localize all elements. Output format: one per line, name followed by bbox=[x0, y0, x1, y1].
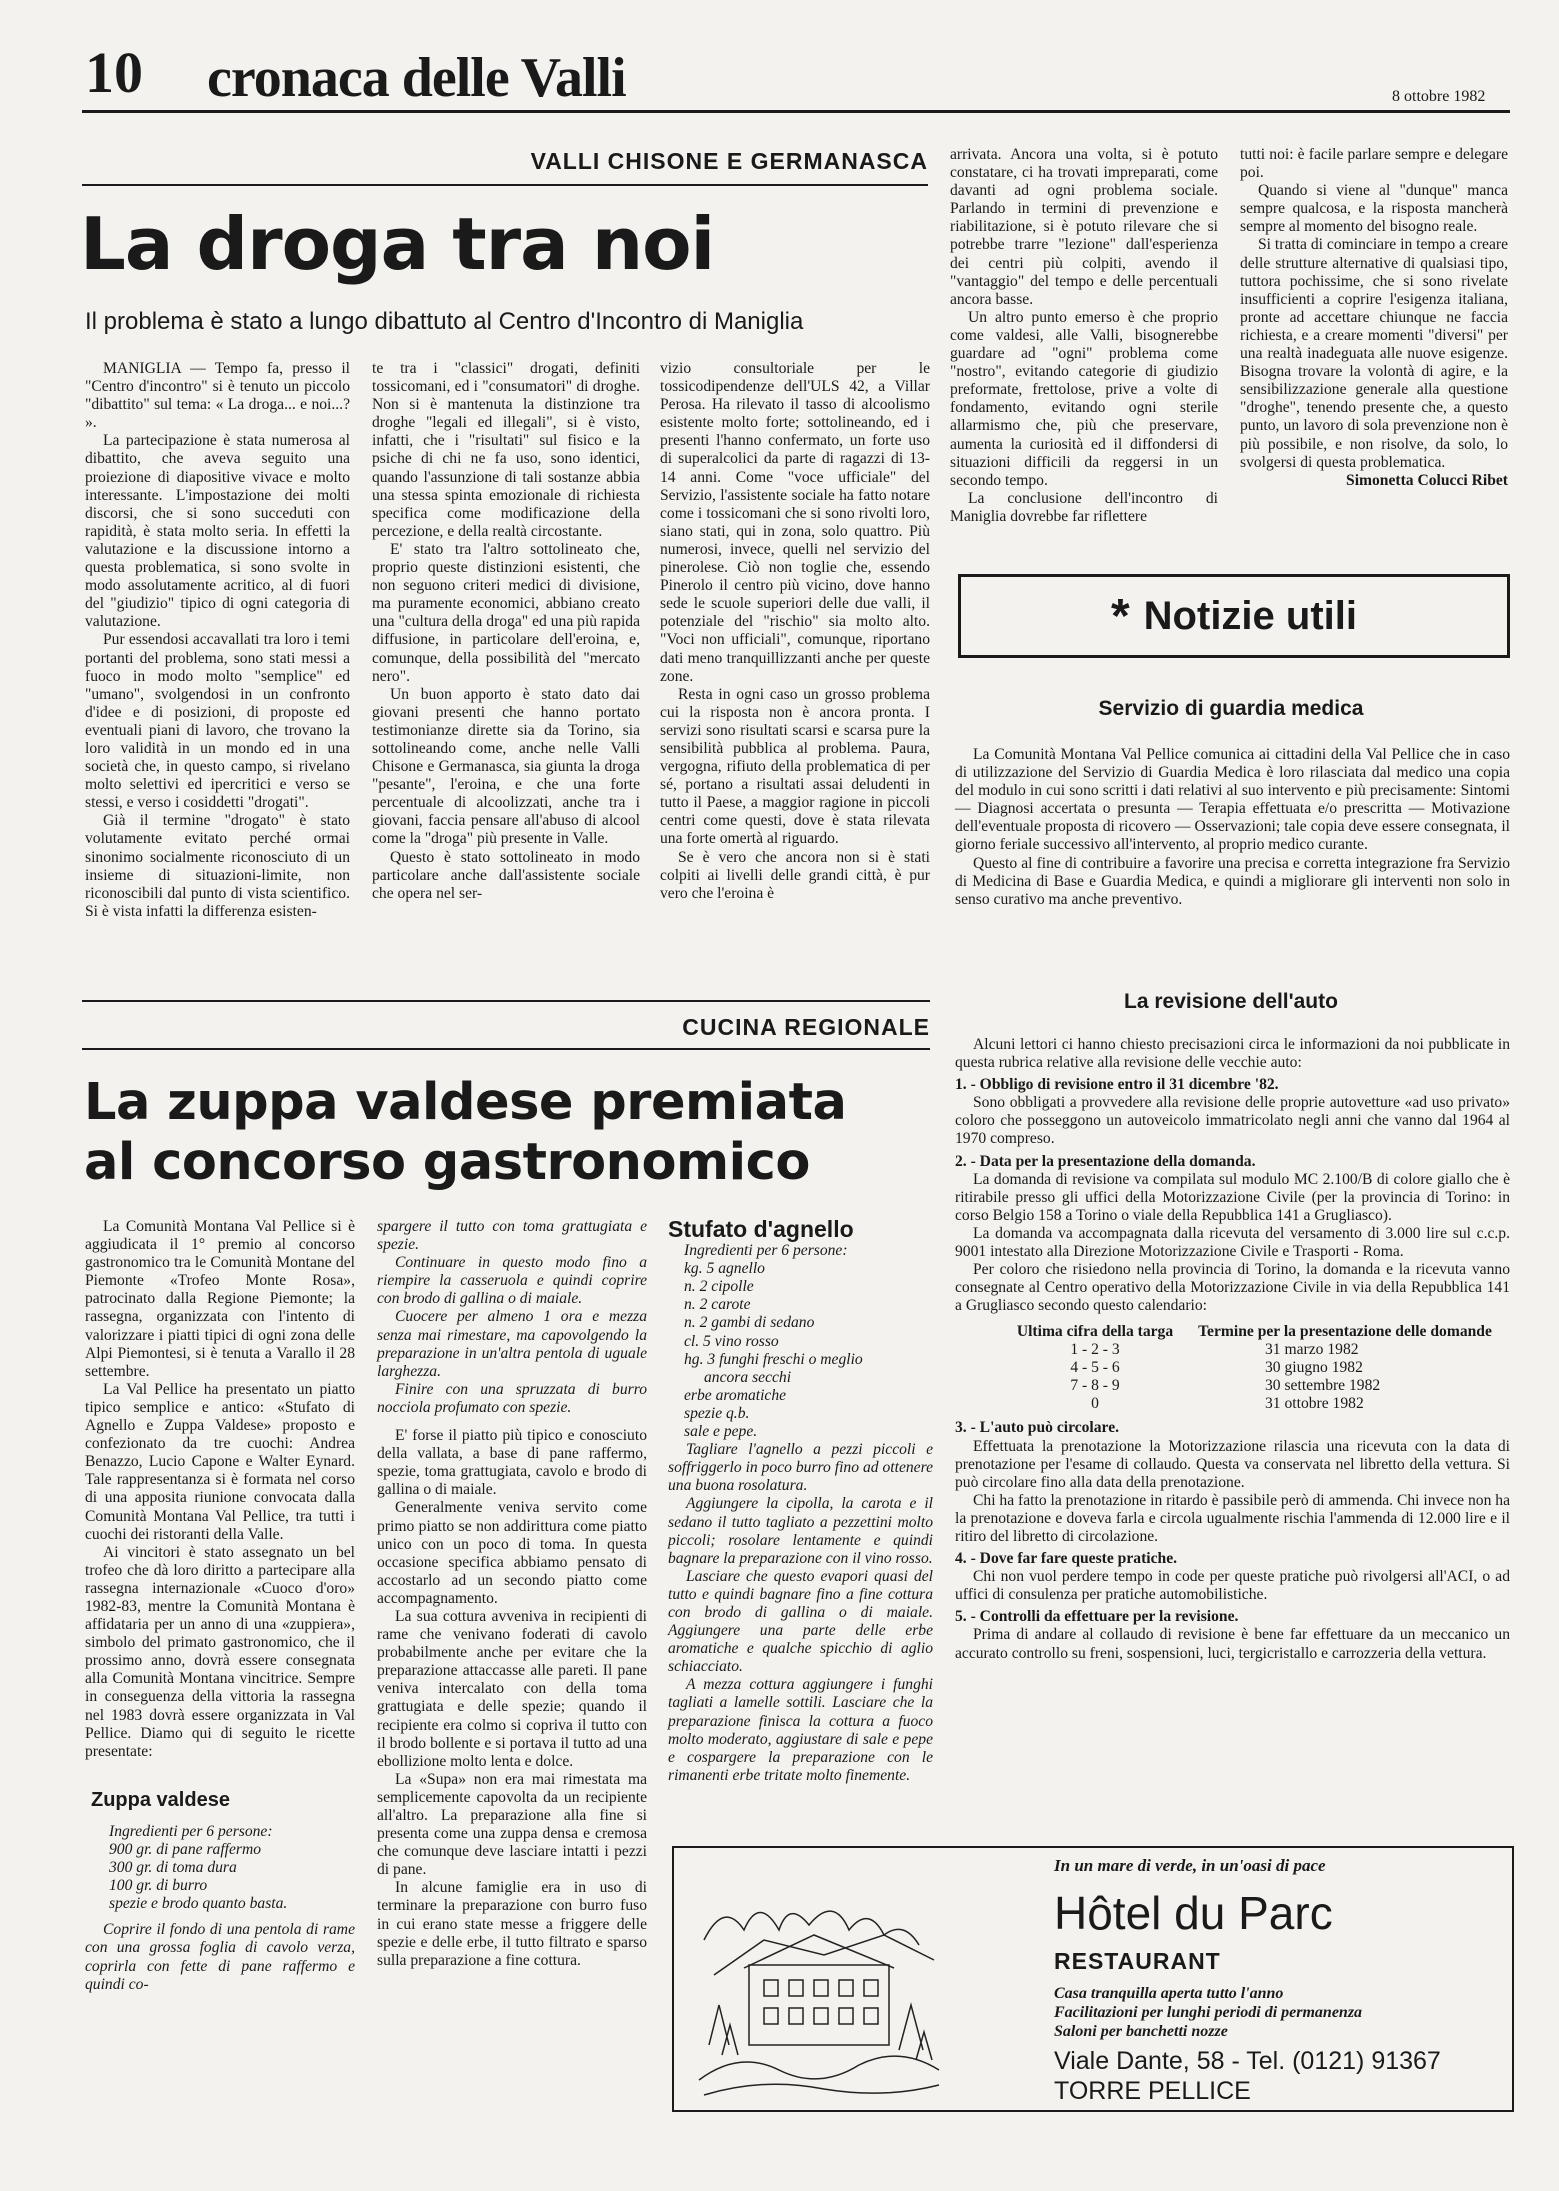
table-cell: 1 - 2 - 3 bbox=[1070, 1341, 1120, 1359]
article-column-2 bbox=[372, 360, 640, 903]
article-column-1 bbox=[85, 360, 350, 921]
paragraph: Prima di andare al collaudo di revisione è bene far effettuare da un meccanico un accurato controllo su freni, sospensioni, luci, tergicristallo e carrozzeria della vettura. bbox=[955, 1626, 1510, 1662]
paragraph: Un altro punto emerso è che proprio come valdesi, alle Valli, bisognerebbe guardare ad "ogni" problema come "nostro", evitando categorie di giudizio preformate, frettolose, prive a volte di fondamento, evitando ogni sterile allarmismo che, più che preservare, aumenta la curiosità ed il diffondersi di situazioni difficili da reggersi in un secondo tempo. bbox=[950, 308, 1218, 489]
article-kicker: VALLI CHISONE E GERMANASCA bbox=[530, 148, 928, 174]
hotel-features bbox=[1054, 1984, 1494, 2041]
paragraph: La domanda di revisione va compilata sul modulo MC 2.100/B di colore giallo che è ritirabile presso gli uffici della Motorizzazione Civile (per la provincia di Torino: in corso Belgio 158 a Torino o viale della Repubblica 141 a Grugliasco). bbox=[955, 1170, 1510, 1224]
paragraph: Quando si viene al "dunque" manca sempre qualcosa, e la risposta mancherà sempre al momento del bisogno reale. bbox=[1240, 182, 1508, 236]
paragraph: Finire con una spruzzata di burro nocciola profumato con spezie. bbox=[377, 1380, 647, 1416]
table-cell: 4 - 5 - 6 bbox=[1070, 1359, 1120, 1377]
paragraph: Chi non vuol perdere tempo in code per queste pratiche può rivolgersi all'ACI, o ad uffici di consulenza per pratiche automobilistiche. bbox=[955, 1568, 1510, 1604]
paragraph: Resta in ogni caso un grosso problema cui la risposta non è ancora pronta. I servizi sono risultati scarsi e scarsa pure la sensibilità pubblica al problema. Paura, vergogna, rifiuto della problematica di per sé, portano a risultati assai deludenti in tutto il Paese, a maggior ragione in piccoli centri come questi, dove è stata rilevata una forte omertà al riguardo. bbox=[660, 685, 930, 848]
table-header: Ultima cifra della targa bbox=[1016, 1323, 1174, 1341]
article-subhead: Il problema è stato a lungo dibattuto al Centro d'Incontro di Maniglia bbox=[85, 308, 804, 335]
address-line: Viale Dante, 58 - Tel. (0121) 91367 bbox=[1054, 2047, 1441, 2075]
table-cell: 30 giugno 1982 bbox=[1265, 1359, 1363, 1377]
section-title: 4. - Dove far fare queste pratiche. bbox=[955, 1550, 1178, 1568]
ingredient: 100 gr. di burro bbox=[109, 1877, 208, 1895]
paragraph: MANIGLIA — Tempo fa, presso il "Centro d'incontro" si è tenuto un piccolo "dibattito" sul tema: « La droga... e noi...? ». bbox=[85, 360, 350, 432]
headline-line: La zuppa valdese premiata bbox=[84, 1073, 847, 1132]
paragraph: La partecipazione è stata numerosa al dibattito, che aveva seguito una proiezione di diapositive vivace e molto interessante. L'impostazione dei molti discorsi, che si sono succeduti con rapidità, è stata molto seria. In effetti la valutazione e la discussione intorno a questa problematica, si sono svolte in modo assolutamente acritico, al di fuori del "giudizio" tipico di ogni categoria di valutazione. bbox=[85, 432, 350, 631]
paragraph: La Comunità Montana Val Pellice comunica ai cittadini della Val Pellice che in caso di utilizzazione del Servizio di Guardia Medica è loro rilasciata dal medico una copia del modulo in cui sono scritti i dati relativi al suo intervento e più precisamente: Sintomi — Diagnosi accertata o presunta — Terapia effettuata e/o prescritta — Motivazione dell'eventuale proposta di ricovero — Osservazioni; tale copia deve essere consegnata, il giorno feriale successivo all'intervento, al proprio medico curante. bbox=[955, 746, 1510, 854]
paragraph: La sua cottura avveniva in recipienti di rame che venivano foderati di cavolo probabilmente anche per evitare che la preparazione attaccasse alle pareti. Il pane veniva intercalato con della toma grattugiata e delle spezie; quando il recipiente era colmo si copriva il tutto con il brodo bollente e si portava il tutto ad una ebollizione molto lenta e dolce. bbox=[377, 1607, 647, 1770]
article-headline bbox=[84, 1073, 846, 1193]
paragraph: E' stato tra l'altro sottolineato che, proprio queste distinzioni esistenti, che non seguono criteri medici di divisione, ma puramente economici, abbiano creato una "cultura della droga" ed una più rapida diffusione, in particolare dell'eroina, e, comunque, della possibilità del "mercato nero". bbox=[372, 540, 640, 685]
paragraph: Effettuata la prenotazione la Motorizzazione rilascia una ricevuta con la data di prenotazione per l'esame di collaudo. Questa va conservata nel libretto della vettura. Si può circolare fino alla data della prenotazione. bbox=[955, 1437, 1510, 1491]
paragraph: Tagliare l'agnello a pezzi piccoli e soffriggerlo in poco burro fino ad ottenere una buona rosolatura. bbox=[668, 1441, 933, 1495]
paragraph: spargere il tutto con toma grattugiata e spezie. bbox=[377, 1218, 647, 1254]
paragraph: In alcune famiglie era in uso di terminare la preparazione con burro fuso in cui erano state messe a friggere delle spezie e delle erbe, il tutto filtrato e sparso sulla preparazione a fine cottura. bbox=[377, 1879, 647, 1969]
ingredient: spezie q.b. bbox=[684, 1404, 750, 1422]
ingredient: spezie e brodo quanto basta. bbox=[109, 1895, 288, 1913]
hotel-name: Hôtel du Parc bbox=[1054, 1887, 1333, 1939]
guardia-medica-title: Servizio di guardia medica bbox=[1098, 697, 1364, 720]
paragraph: La Comunità Montana Val Pellice si è aggiudicata il 1° premio al concorso gastronomico tra le Comunità Montane del Piemonte «Trofeo Monte Rosa», patrocinato dalla Regione Piemonte; la rassegna, organizzata con l'intento di valorizzare i piatti tipici di ogni zona delle Alpi Piemontesi, si è tenuta a Varallo il 28 settembre. bbox=[85, 1218, 355, 1380]
feature-line: Saloni per banchetti nozze bbox=[1054, 2023, 1228, 2040]
article-column-5 bbox=[1240, 146, 1508, 490]
ingredient: Ingredienti per 6 persone: bbox=[684, 1242, 848, 1260]
table-cell: 0 bbox=[1091, 1395, 1099, 1413]
section-title: 3. - L'auto può circolare. bbox=[955, 1419, 1120, 1437]
table-header: Termine per la presentazione delle domande bbox=[1198, 1323, 1492, 1341]
paragraph: La «Supa» non era mai rimestata ma semplicemente capovolta da un recipiente all'altro. La preparazione alla fine si presenta come una zuppa densa e cremosa che comunque deve lasciare intatti i pezzi di pane. bbox=[377, 1770, 647, 1879]
paragraph: arrivata. Ancora una volta, si è potuto constatare, ci ha trovati impreparati, come davanti ad ogni problema sociale. Parlando in termini di prevenzione e riabilitazione, si è potuto rilevare che si potrebbe trarre "lezione" dall'esperienza dei centri più colpiti, avendo il "vantaggio" del tempo e delle percentuali ancora basse. bbox=[950, 146, 1218, 308]
town-line: TORRE PELLICE bbox=[1054, 2077, 1251, 2105]
guardia-medica-text bbox=[955, 746, 1510, 909]
paragraph: Già il termine "drogato" è stato volutamente evitato perché ormai sinonimo socialmente riconosciuto di un insieme di situazioni-limite, non riconoscibili dal punto di vista scientifico. Si è vista infatti la differenza esisten- bbox=[85, 812, 350, 920]
paragraph: Un buon apporto è stato dato dai giovani presenti che hanno portato testimonianze dirette sia da Torino, sia sottolineando come, anche nelle Valli Chisone e Germanasca, sia giunta la droga "pesante", l'eroina, e che una forte percentuale di alcoolizzati, anche tra i giovani, faccia pensare all'abuso di alcool come la "droga" più presente in Valle. bbox=[372, 685, 640, 848]
paragraph: tutti noi: è facile parlare sempre e delegare poi. bbox=[1240, 146, 1508, 182]
paragraph: La conclusione dell'incontro di Maniglia dovrebbe far riflettere bbox=[950, 489, 1218, 525]
ingredient: n. 2 gambi di sedano bbox=[684, 1314, 815, 1332]
article-column-4 bbox=[950, 146, 1218, 526]
paragraph: Questo al fine di contribuire a favorire una precisa e corretta integrazione fra Servizio di Medicina di Base e Guardia Medica, e quindi a migliorare gli interventi non solo in senso curativo ma anche preventivo. bbox=[955, 854, 1510, 908]
paragraph: Sono obbligati a provvedere alla revisione delle proprie autovetture «ad uso privato» coloro che posseggono un autoveicolo immatricolato negli anni che vanno dal 1964 al 1970 compreso. bbox=[955, 1094, 1510, 1148]
asterisk-icon: * bbox=[1110, 589, 1130, 643]
paragraph: vizio consultoriale per le tossicodipendenze dell'ULS 42, a Villar Perosa. Ha rilevato il tasso di alcoolismo esistente molto forte; sottolineando, ed i presenti l'hanno confermato, un forte uso di superalcolici da parte di ragazzi di 13-14 anni. Come "voce ufficiale" del Servizio, l'assistente sociale ha fatto notare come i tossicomani che si sono rivolti loro, siano stati, qui in zona, solo quattro. Più numerosi, invece, quelli nel servizio del pinerolese. Ciò non toglie che, essendo Pinerolo il centro più vicino, dove hanno sede le scuole superiori delle due valli, il potenziale del "rischio" sia molto alto. "Voci non ufficiali", comunque, riportano dati meno tranquillizzanti anche per queste zone. bbox=[660, 360, 930, 685]
table-cell: 31 ottobre 1982 bbox=[1265, 1395, 1364, 1413]
paragraph: La domanda va accompagnata dalla ricevuta del versamento di 3.000 lire sul c.c.p. 9001 intestato alla Direzione Motorizzazione Civile e Trasporti - Roma. bbox=[955, 1224, 1510, 1261]
zuppa-title: Zuppa valdese bbox=[91, 1788, 230, 1811]
ingredient: n. 2 cipolle bbox=[684, 1278, 754, 1296]
recipe-column-2 bbox=[377, 1218, 647, 1970]
paragraph: Si tratta di cominciare in tempo a creare delle strutture alternative di qualsiasi tipo, tuttora pochissime, che si sono rivelate insufficienti a coprire l'esigenza italiana, pronte ad accettare chiunque ne faccia richiesta, e a creare momenti "diversi" per una realtà inadeguata alle nuove esigenze. Bisogna trovare la volontà di agire, e la sensibilizzazione generale alla questione "droghe", tenendo presente che, a questo punto, un lavoro di sola prevenzione non è più possibile, e non risolve, da solo, lo svolgersi di questa problematica. bbox=[1240, 236, 1508, 471]
ingredient: 300 gr. di toma dura bbox=[109, 1859, 237, 1877]
paragraph: Ai vincitori è stato assegnato un bel trofeo che dà loro diritto a partecipare alla rassegna internazionale «Cuoco d'oro» 1982-83, mentre la Comunità Montana è affidataria per un anno di una «zuppiera», simbolo del primato gastronomico, che il prossimo anno, dovrà essere consegnata alla Comunità Montana vincitrice. Sempre in conseguenza della vittoria la rassegna nel 1983 dovrà essere organizzata in Val Pellice. Diamo qui di seguito le ricette presentate: bbox=[85, 1543, 355, 1760]
ingredient: erbe aromatiche bbox=[684, 1386, 787, 1404]
headline-line: al concorso gastronomico bbox=[84, 1133, 810, 1193]
paragraph: La Val Pellice ha presentato un piatto tipico semplice e antico: «Stufato di Agnello e Zuppa Valdese» proposto e confezionato da tre cuochi: Andrea Benazzo, Lucio Capone e Walter Eynard. Tale rappresentanza si è formata nel corso di una apposita riunione convocata dalla Comunità Montana Val Pellice, tra tutti i cuochi dei ristoranti della Valle. bbox=[85, 1380, 355, 1543]
notizie-utili-box bbox=[958, 574, 1510, 658]
kicker-rule bbox=[82, 184, 928, 186]
paragraph: Questo è stato sottolineato in modo particolare anche dall'assistente sociale che opera nel ser- bbox=[372, 848, 640, 902]
article-headline: La droga tra noi bbox=[80, 202, 715, 286]
recipe-column-3 bbox=[668, 1216, 933, 1785]
paragraph: E' forse il piatto più tipico e conosciuto della vallata, a base di pane raffermo, spezie, toma grattugiata, cavolo e brodo di gallina o di maiale. bbox=[377, 1427, 647, 1499]
paragraph: Generalmente veniva servito come primo piatto se non addirittura come piatto unico con un poco di toma. In questa occasione specifica abbiamo pensato di accostarlo ad un secondo piatto come accompagnamento. bbox=[377, 1499, 647, 1607]
section-title: 1. - Obbligo di revisione entro il 31 dicembre '82. bbox=[955, 1076, 1279, 1094]
revisione-auto-title: La revisione dell'auto bbox=[1124, 990, 1338, 1013]
zuppa-ingredients bbox=[85, 1823, 355, 1913]
ingredient: n. 2 carote bbox=[684, 1296, 751, 1314]
paragraph: Se è vero che ancora non si è stati colpiti ai livelli delle grandi città, è pur vero che l'eroina è bbox=[660, 848, 930, 902]
masthead-title: cronaca delle Valli bbox=[207, 47, 626, 109]
table-cell: 31 marzo 1982 bbox=[1265, 1341, 1359, 1359]
paragraph: A mezza cottura aggiungere i funghi tagliati a lamelle sottili. Lasciare che la preparazione finisca la cottura a fuoco molto moderato, aggiustare di sale e pepe e cospargere la preparazione con le rimanenti erbe tritate molto finemente. bbox=[668, 1676, 933, 1784]
section-title: 2. - Data per la presentazione della domanda. bbox=[955, 1152, 1256, 1170]
paragraph: Alcuni lettori ci hanno chiesto precisazioni circa le informazioni da noi pubblicate in questa rubrica relative alla revisione delle vecchie auto: bbox=[955, 1036, 1510, 1072]
ingredient: cl. 5 vino rosso bbox=[684, 1332, 779, 1350]
section-rule bbox=[82, 1000, 930, 1002]
table-cell: 30 settembre 1982 bbox=[1265, 1377, 1381, 1395]
paragraph: Continuare in questo modo fino a riempire la casseruola e quindi coprire con brodo di gallina o di maiale. bbox=[377, 1254, 647, 1308]
masthead-rule bbox=[82, 110, 1510, 113]
ingredient: hg. 3 funghi freschi o meglio bbox=[684, 1350, 863, 1368]
ad-tagline: In un mare di verde, in un'oasi di pace bbox=[1054, 1856, 1326, 1875]
ingredient: 900 gr. di pane raffermo bbox=[109, 1841, 262, 1858]
feature-line: Casa tranquilla aperta tutto l'anno bbox=[1054, 1985, 1284, 2002]
notizie-utili-title: Notizie utili bbox=[1143, 593, 1357, 638]
feature-line: Facilitazioni per lunghi periodi di permanenza bbox=[1054, 2004, 1363, 2021]
paragraph: Lasciare che questo evapori quasi del tutto e quindi bagnare fino a fine cottura con brodo di gallina o di maiale. Aggiungere una parte delle erbe aromatiche e qualche spicchio di aglio schiacciato. bbox=[668, 1567, 933, 1676]
hotel-illustration bbox=[694, 1880, 944, 2098]
revisione-table bbox=[995, 1323, 1510, 1413]
table-cell: 7 - 8 - 9 bbox=[1070, 1377, 1120, 1395]
ingredient: sale e pepe. bbox=[684, 1423, 758, 1441]
ingredient: Ingredienti per 6 persone: bbox=[109, 1822, 273, 1840]
hotel-address bbox=[1054, 2046, 1441, 2106]
paragraph: Pur essendosi accavallati tra loro i temi portanti del problema, sono stati messi a fuoco in modo molto "semplice" ed "umano", svolgendosi in un confronto d'idee e di posizioni, di proposte ed eventuali piani di lavoro, che trovano la loro validità in un mondo ed in una società che, in questo campo, si rivelano molto selettivi ed ipercritici e verso se stessi, e verso i cosiddetti "drogati". bbox=[85, 631, 350, 812]
paragraph: Chi ha fatto la prenotazione in ritardo è passibile però di ammenda. Chi invece non ha la prenotazione e doveva farla e circola ugualmente rischia l'ammenda di 12.000 lire e il ritiro del libretto di circolazione. bbox=[955, 1491, 1510, 1545]
stufato-ingredients bbox=[668, 1242, 933, 1441]
article-column-3 bbox=[660, 360, 930, 903]
ingredient: kg. 5 agnello bbox=[684, 1260, 765, 1278]
article-kicker: CUCINA REGIONALE bbox=[682, 1014, 930, 1040]
section-title: 5. - Controlli da effettuare per la revisione. bbox=[955, 1608, 1239, 1626]
restaurant-label: RESTAURANT bbox=[1054, 1948, 1221, 1974]
issue-date: 8 ottobre 1982 bbox=[1392, 88, 1486, 105]
page-number: 10 bbox=[85, 40, 143, 105]
paragraph: Coprire il fondo di una pentola di rame con una grossa foglia di cavolo verza, coprirla con fette di pane raffermo e quindi co- bbox=[85, 1921, 355, 1993]
paragraph: te tra i "classici" drogati, definiti tossicomani, ed i "consumatori" di droghe. Non si è mantenuta la distinzione tra droghe "legali ed illegali", si è visto, infatti, che i "risultati" sul fisico e la psiche di chi ne fa uso, sono identici, quando l'assunzione di tali sostanze abbia una stessa spinta emozionale di richiesta specifica come modificazione della percezione, e della realtà circostante. bbox=[372, 360, 640, 540]
paragraph: Per coloro che risiedono nella provincia di Torino, la domanda e la ricevuta vanno consegnate al Centro operativo della Motorizzazione Civile in via della Repubblica 141 a Grugliasco secondo questo calendario: bbox=[955, 1261, 1510, 1315]
revisione-auto-text bbox=[955, 1036, 1510, 1663]
author-signature: Simonetta Colucci Ribet bbox=[1346, 471, 1508, 489]
kicker-rule bbox=[82, 1048, 930, 1050]
stufato-title: Stufato d'agnello bbox=[668, 1216, 854, 1242]
paragraph: Cuocere per almeno 1 ora e mezza senza mai rimestare, ma capovolgendo la preparazione in un'altra pentola di uguale larghezza. bbox=[377, 1308, 647, 1380]
ingredient: ancora secchi bbox=[704, 1368, 792, 1386]
paragraph: Aggiungere la cipolla, la carota e il sedano il tutto tagliato a pezzettini molto piccoli; rosolare lentamente e quindi bagnare la preparazione con il vino rosso. bbox=[668, 1495, 933, 1567]
recipe-column-1 bbox=[85, 1218, 355, 1994]
hotel-advertisement bbox=[672, 1846, 1514, 2112]
